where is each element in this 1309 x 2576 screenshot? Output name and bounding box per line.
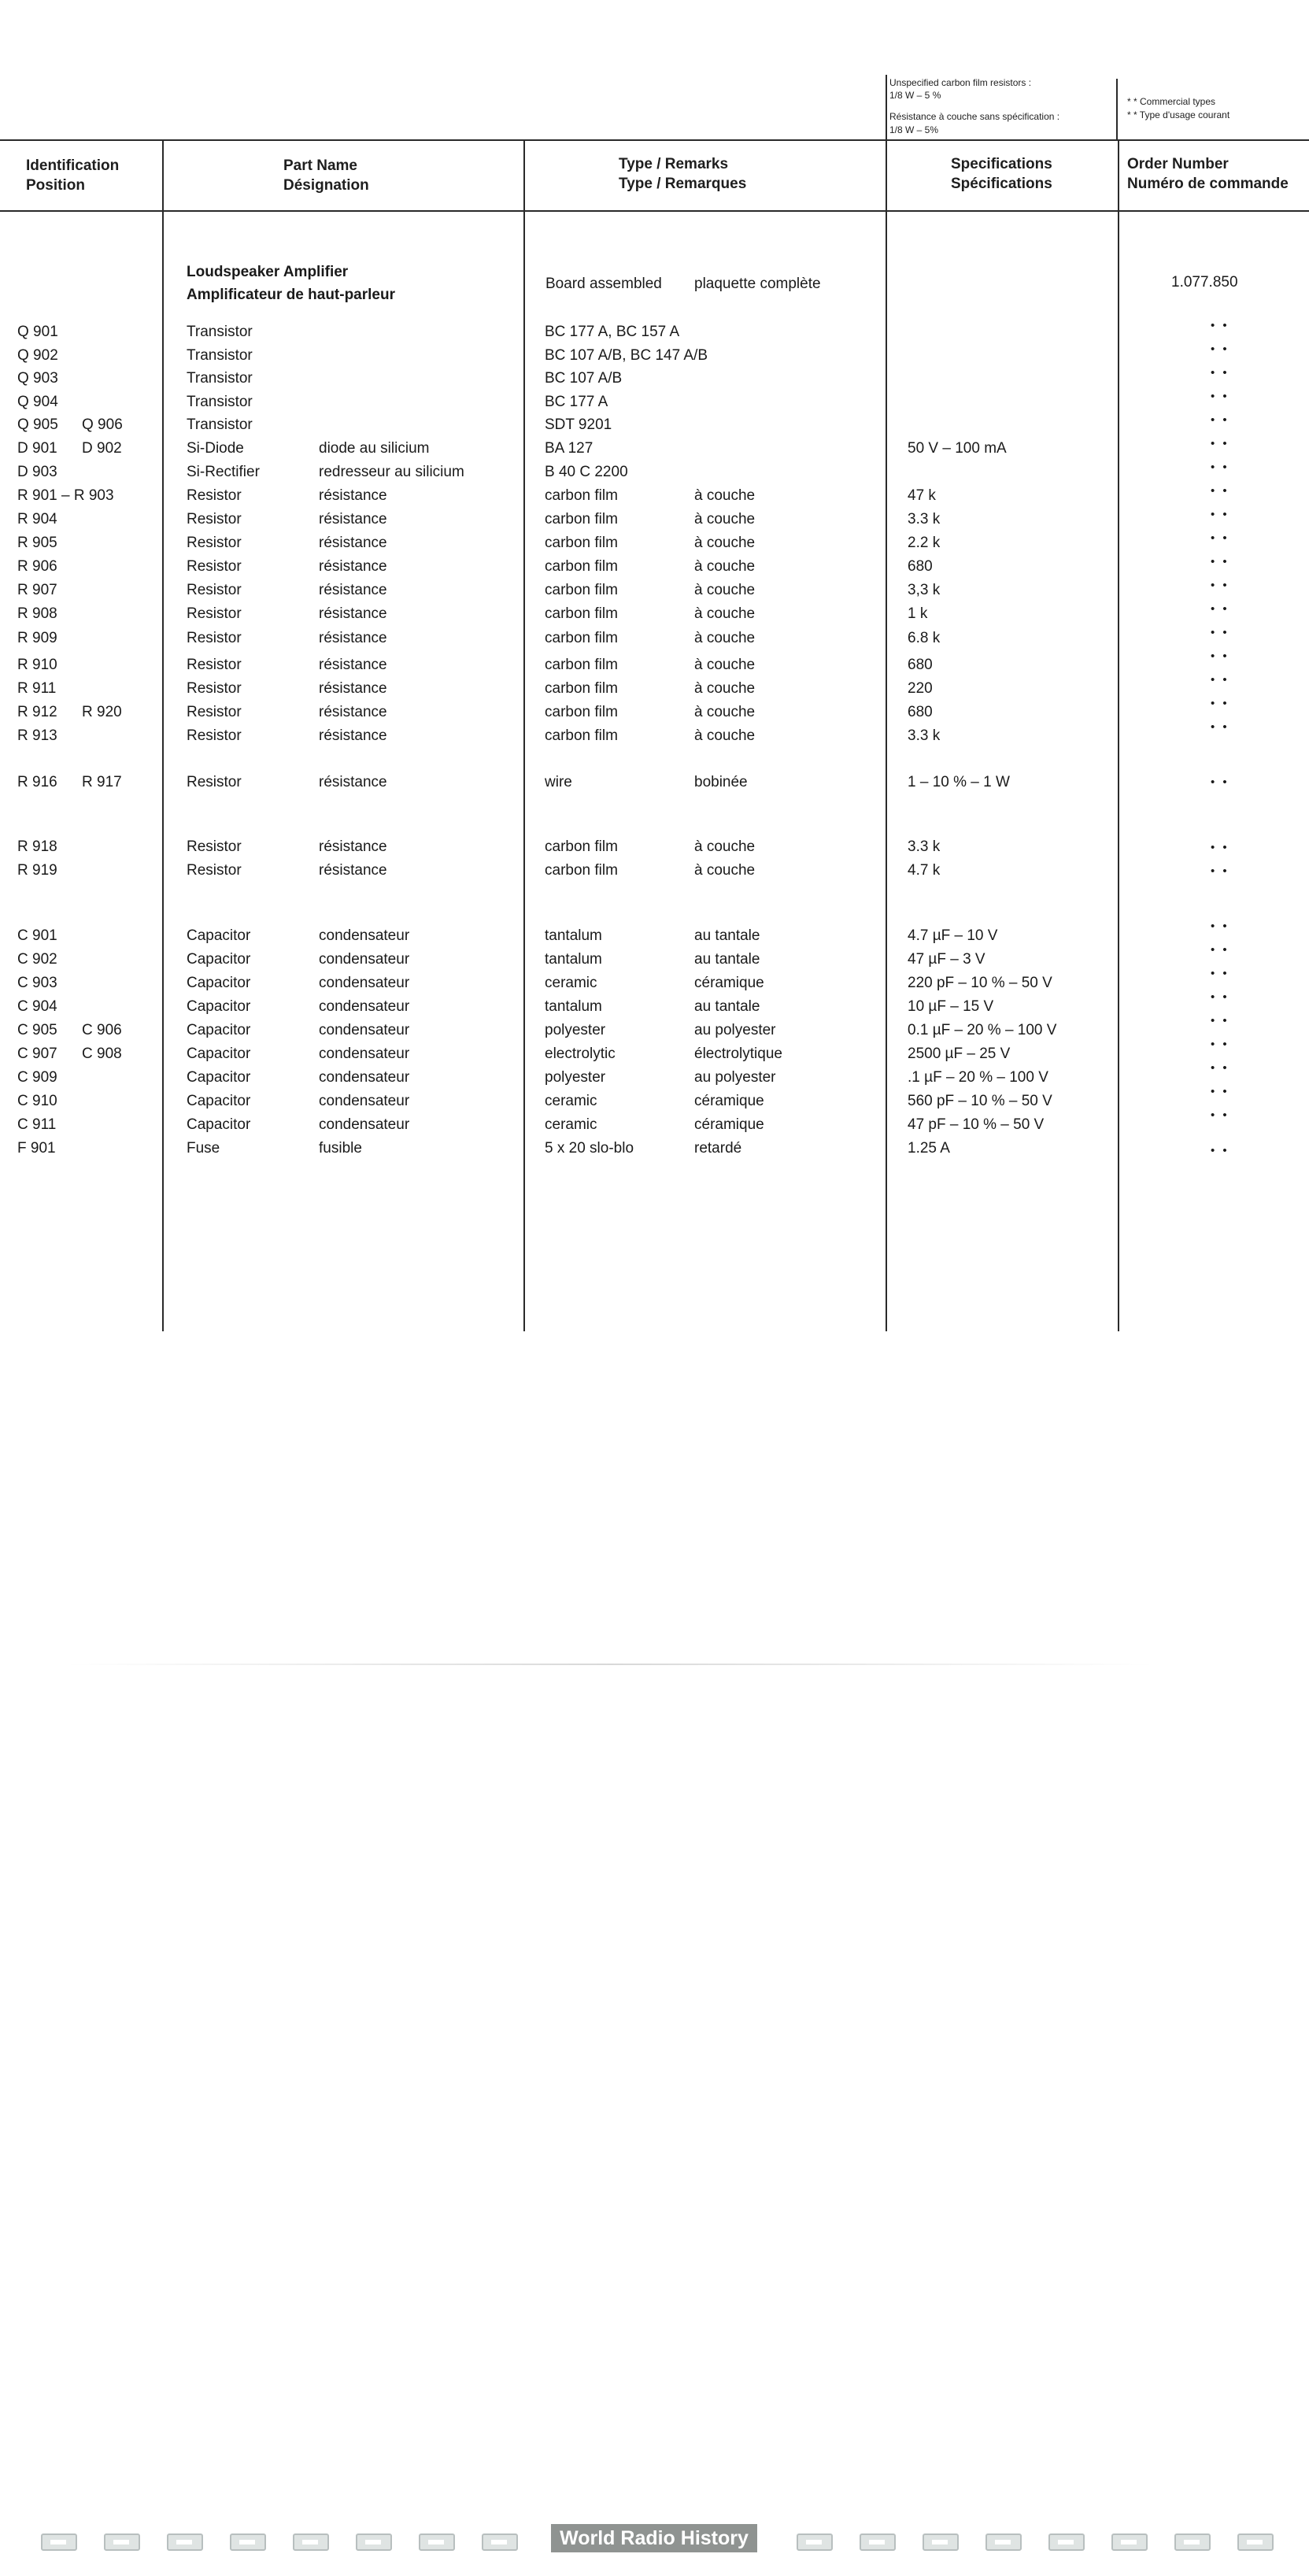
- row-id1: F 901: [17, 1140, 56, 1157]
- row-spec: 47 pF – 10 % – 50 V: [908, 1116, 1045, 1133]
- row-type: tantalum: [545, 927, 602, 944]
- row-name-fr: condensateur: [319, 1116, 410, 1133]
- row-order-commercial-mark: • •: [1211, 366, 1229, 379]
- row-type: tantalum: [545, 998, 602, 1015]
- row-type: carbon film: [545, 535, 618, 551]
- carbon-note-fr-value: 1/8 W – 5%: [889, 124, 939, 135]
- row-id2: C 908: [82, 1046, 122, 1062]
- header-position: Position: [26, 177, 85, 194]
- row-type-fr: à couche: [694, 680, 756, 697]
- row-type: polyester: [545, 1022, 606, 1038]
- row-name-fr: résistance: [319, 558, 387, 575]
- row-name-en: Si-Diode: [187, 440, 244, 457]
- row-spec: 220: [908, 680, 933, 697]
- row-spec: 50 V – 100 mA: [908, 440, 1007, 457]
- row-name-fr: condensateur: [319, 951, 410, 968]
- row-order-commercial-mark: • •: [1211, 1108, 1229, 1122]
- row-spec: 6.8 k: [908, 630, 941, 646]
- row-name-en: Transistor: [187, 416, 253, 433]
- row-id1: Q 903: [17, 370, 58, 387]
- row-type: BC 177 A: [545, 394, 608, 410]
- edge-mark: [104, 2533, 140, 2551]
- row-name-en: Resistor: [187, 838, 242, 855]
- row-id1: Q 902: [17, 347, 58, 364]
- header-top-rule: [0, 139, 1309, 141]
- edge-mark: [923, 2533, 959, 2551]
- row-name-fr: résistance: [319, 680, 387, 697]
- row-type-fr: céramique: [694, 1093, 764, 1109]
- row-type: 5 x 20 slo-blo: [545, 1140, 634, 1157]
- row-order-commercial-mark: • •: [1211, 342, 1229, 356]
- row-name-en: Capacitor: [187, 975, 251, 991]
- row-name-fr: condensateur: [319, 1093, 410, 1109]
- row-name-fr: résistance: [319, 487, 387, 504]
- row-type: carbon film: [545, 862, 618, 879]
- row-type: carbon film: [545, 704, 618, 720]
- row-name-fr: résistance: [319, 727, 387, 744]
- row-spec: 3.3 k: [908, 838, 941, 855]
- row-spec: 47 k: [908, 487, 936, 504]
- row-id1: R 906: [17, 558, 57, 575]
- row-id1: R 904: [17, 511, 57, 527]
- row-id1: D 901: [17, 440, 57, 457]
- row-spec: 2500 µF – 25 V: [908, 1046, 1011, 1062]
- row-name-en: Capacitor: [187, 1046, 251, 1062]
- row-type: ceramic: [545, 1116, 597, 1133]
- header-specifications: Specifications: [951, 156, 1052, 172]
- header-type-remarques: Type / Remarques: [619, 176, 747, 192]
- row-id1: R 909: [17, 630, 57, 646]
- carbon-note-fr: Résistance à couche sans spécification :: [889, 111, 1060, 122]
- row-name-en: Resistor: [187, 862, 242, 879]
- row-name-en: Fuse: [187, 1140, 220, 1157]
- row-order-commercial-mark: • •: [1211, 531, 1229, 545]
- row-name-fr: diode au silicium: [319, 440, 430, 457]
- row-name-en: Resistor: [187, 657, 242, 673]
- edge-mark: [860, 2533, 896, 2551]
- note-divider-2: [1116, 79, 1118, 139]
- carbon-note-en-value: 1/8 W – 5 %: [889, 90, 941, 101]
- row-id1: R 910: [17, 657, 57, 673]
- row-type: BC 107 A/B, BC 147 A/B: [545, 347, 708, 364]
- row-id1: Q 901: [17, 324, 58, 340]
- row-type-fr: à couche: [694, 535, 756, 551]
- row-type-fr: céramique: [694, 975, 764, 991]
- assembly-order-number: 1.077.850: [1171, 274, 1238, 291]
- row-spec: 3.3 k: [908, 511, 941, 527]
- row-name-en: Transistor: [187, 394, 253, 410]
- row-order-commercial-mark: • •: [1211, 579, 1229, 592]
- column-rule-2: [523, 139, 525, 1331]
- row-name-en: Capacitor: [187, 951, 251, 968]
- row-type-fr: bobinée: [694, 774, 748, 790]
- assembly-name-en: Loudspeaker Amplifier: [187, 264, 349, 280]
- row-name-en: Transistor: [187, 324, 253, 340]
- row-name-fr: résistance: [319, 862, 387, 879]
- row-spec: 1 – 10 % – 1 W: [908, 774, 1010, 790]
- row-type: carbon film: [545, 680, 618, 697]
- row-id2: R 917: [82, 774, 122, 790]
- edge-mark: [230, 2533, 266, 2551]
- row-type-fr: à couche: [694, 727, 756, 744]
- row-name-fr: condensateur: [319, 927, 410, 944]
- row-spec: 680: [908, 657, 933, 673]
- row-id1: Q 904: [17, 394, 58, 410]
- row-name-en: Resistor: [187, 727, 242, 744]
- row-type: SDT 9201: [545, 416, 612, 433]
- row-id1: C 902: [17, 951, 57, 968]
- row-spec: 4.7 µF – 10 V: [908, 927, 998, 944]
- row-id1: C 904: [17, 998, 57, 1015]
- row-type-fr: à couche: [694, 862, 756, 879]
- row-spec: 680: [908, 704, 933, 720]
- row-id1: R 907: [17, 582, 57, 598]
- header-identification: Identification: [26, 157, 120, 174]
- row-id1: R 916: [17, 774, 57, 790]
- row-id1: R 913: [17, 727, 57, 744]
- row-spec: 560 pF – 10 % – 50 V: [908, 1093, 1052, 1109]
- row-type-fr: céramique: [694, 1116, 764, 1133]
- row-id1: R 918: [17, 838, 57, 855]
- edge-mark: [419, 2533, 455, 2551]
- row-spec: 4.7 k: [908, 862, 941, 879]
- row-order-commercial-mark: • •: [1211, 1144, 1229, 1157]
- scan-artifact-strip: [67, 1664, 1153, 1665]
- row-type-fr: électrolytique: [694, 1046, 782, 1062]
- row-type-fr: à couche: [694, 838, 756, 855]
- row-id1: C 910: [17, 1093, 57, 1109]
- edge-mark: [1237, 2533, 1274, 2551]
- row-type-fr: à couche: [694, 630, 756, 646]
- row-name-fr: résistance: [319, 582, 387, 598]
- header-bottom-rule: [0, 210, 1309, 212]
- row-type: tantalum: [545, 951, 602, 968]
- row-name-en: Capacitor: [187, 1116, 251, 1133]
- row-type: ceramic: [545, 1093, 597, 1109]
- row-name-en: Capacitor: [187, 1022, 251, 1038]
- row-name-fr: résistance: [319, 511, 387, 527]
- row-order-commercial-mark: • •: [1211, 555, 1229, 568]
- row-type: BA 127: [545, 440, 593, 457]
- column-rule-3: [886, 139, 887, 1331]
- header-specifications-fr: Spécifications: [951, 176, 1052, 192]
- header-type-remarks: Type / Remarks: [619, 156, 729, 172]
- row-order-commercial-mark: • •: [1211, 864, 1229, 878]
- row-type: B 40 C 2200: [545, 464, 628, 480]
- row-order-commercial-mark: • •: [1211, 319, 1229, 332]
- header-numero-commande: Numéro de commande: [1127, 176, 1289, 192]
- row-type: carbon film: [545, 630, 618, 646]
- row-name-en: Resistor: [187, 511, 242, 527]
- row-type: wire: [545, 774, 572, 790]
- row-name-fr: condensateur: [319, 998, 410, 1015]
- row-order-commercial-mark: • •: [1211, 602, 1229, 616]
- row-id1: C 903: [17, 975, 57, 991]
- row-id1: R 919: [17, 862, 57, 879]
- assembly-type-fr: plaquette complète: [694, 276, 821, 292]
- row-id1: C 901: [17, 927, 57, 944]
- row-type-fr: au tantale: [694, 951, 760, 968]
- row-name-en: Resistor: [187, 630, 242, 646]
- row-name-en: Resistor: [187, 605, 242, 622]
- row-type-fr: retardé: [694, 1140, 742, 1157]
- column-rule-4: [1118, 139, 1119, 1331]
- column-rule-1: [162, 139, 164, 1331]
- row-spec: 3.3 k: [908, 727, 941, 744]
- row-name-en: Resistor: [187, 774, 242, 790]
- edge-mark: [356, 2533, 392, 2551]
- row-id1: C 905: [17, 1022, 57, 1038]
- row-order-commercial-mark: • •: [1211, 673, 1229, 687]
- row-id1: D 903: [17, 464, 57, 480]
- edge-mark: [985, 2533, 1022, 2551]
- row-name-fr: résistance: [319, 657, 387, 673]
- row-type: carbon film: [545, 487, 618, 504]
- row-type-fr: au tantale: [694, 927, 760, 944]
- row-order-commercial-mark: • •: [1211, 390, 1229, 403]
- row-type-fr: au tantale: [694, 998, 760, 1015]
- row-type: carbon film: [545, 838, 618, 855]
- assembly-type-en: Board assembled: [545, 276, 662, 292]
- row-type: polyester: [545, 1069, 606, 1086]
- row-order-commercial-mark: • •: [1211, 626, 1229, 639]
- row-order-commercial-mark: • •: [1211, 461, 1229, 474]
- row-order-commercial-mark: • •: [1211, 943, 1229, 957]
- row-type-fr: à couche: [694, 605, 756, 622]
- row-type: carbon film: [545, 605, 618, 622]
- header-order-number: Order Number: [1127, 156, 1229, 172]
- edge-mark: [482, 2533, 518, 2551]
- row-type: BC 107 A/B: [545, 370, 623, 387]
- row-type-fr: à couche: [694, 511, 756, 527]
- row-id2: D 902: [82, 440, 122, 457]
- row-name-fr: résistance: [319, 774, 387, 790]
- row-id2: C 906: [82, 1022, 122, 1038]
- row-type-fr: à couche: [694, 704, 756, 720]
- row-type: BC 177 A, BC 157 A: [545, 324, 680, 340]
- edge-mark: [293, 2533, 329, 2551]
- row-order-commercial-mark: • •: [1211, 720, 1229, 734]
- row-name-en: Transistor: [187, 347, 253, 364]
- row-name-en: Resistor: [187, 558, 242, 575]
- row-name-en: Resistor: [187, 487, 242, 504]
- assembly-name-fr: Amplificateur de haut-parleur: [187, 287, 395, 303]
- row-id1: C 909: [17, 1069, 57, 1086]
- row-name-en: Capacitor: [187, 998, 251, 1015]
- row-spec: 1 k: [908, 605, 928, 622]
- row-order-commercial-mark: • •: [1211, 775, 1229, 789]
- row-type: carbon film: [545, 727, 618, 744]
- row-id1: C 911: [17, 1116, 57, 1133]
- row-type-fr: au polyester: [694, 1022, 776, 1038]
- row-type: electrolytic: [545, 1046, 616, 1062]
- row-spec: 10 µF – 15 V: [908, 998, 994, 1015]
- row-name-en: Capacitor: [187, 927, 251, 944]
- row-id1: Q 905: [17, 416, 58, 433]
- row-id1: R 905: [17, 535, 57, 551]
- row-name-en: Capacitor: [187, 1093, 251, 1109]
- row-type-fr: au polyester: [694, 1069, 776, 1086]
- row-name-fr: condensateur: [319, 1069, 410, 1086]
- carbon-note-en: Unspecified carbon film resistors :: [889, 77, 1032, 88]
- edge-mark: [1174, 2533, 1211, 2551]
- row-type-fr: à couche: [694, 558, 756, 575]
- edge-mark: [41, 2533, 77, 2551]
- row-id2: R 920: [82, 704, 122, 720]
- row-order-commercial-mark: • •: [1211, 413, 1229, 427]
- row-spec: 47 µF – 3 V: [908, 951, 985, 968]
- row-id1: R 911: [17, 680, 57, 697]
- row-spec: .1 µF – 20 % – 100 V: [908, 1069, 1048, 1086]
- row-name-fr: résistance: [319, 535, 387, 551]
- row-order-commercial-mark: • •: [1211, 697, 1229, 710]
- row-order-commercial-mark: • •: [1211, 1038, 1229, 1051]
- watermark-logo: World Radio History: [551, 2524, 757, 2552]
- row-order-commercial-mark: • •: [1211, 508, 1229, 521]
- row-type-fr: à couche: [694, 487, 756, 504]
- row-order-commercial-mark: • •: [1211, 650, 1229, 663]
- header-designation: Désignation: [283, 177, 369, 194]
- edge-mark: [1048, 2533, 1085, 2551]
- row-order-commercial-mark: • •: [1211, 484, 1229, 498]
- row-name-fr: résistance: [319, 704, 387, 720]
- row-order-commercial-mark: • •: [1211, 920, 1229, 933]
- row-spec: 0.1 µF – 20 % – 100 V: [908, 1022, 1057, 1038]
- row-type: carbon film: [545, 558, 618, 575]
- note-divider: [886, 75, 887, 139]
- row-name-en: Si-Rectifier: [187, 464, 260, 480]
- row-name-fr: condensateur: [319, 1046, 410, 1062]
- row-name-fr: condensateur: [319, 975, 410, 991]
- row-order-commercial-mark: • •: [1211, 990, 1229, 1004]
- row-type: ceramic: [545, 975, 597, 991]
- row-name-en: Capacitor: [187, 1069, 251, 1086]
- row-name-fr: condensateur: [319, 1022, 410, 1038]
- row-name-fr: redresseur au silicium: [319, 464, 464, 480]
- row-name-fr: résistance: [319, 838, 387, 855]
- row-order-commercial-mark: • •: [1211, 967, 1229, 980]
- row-name-en: Resistor: [187, 704, 242, 720]
- row-spec: 3,3 k: [908, 582, 941, 598]
- row-name-en: Resistor: [187, 535, 242, 551]
- row-name-en: Resistor: [187, 680, 242, 697]
- row-order-commercial-mark: • •: [1211, 1014, 1229, 1027]
- commercial-note-fr: * * Type d'usage courant: [1127, 109, 1230, 120]
- row-spec: 680: [908, 558, 933, 575]
- row-spec: 220 pF – 10 % – 50 V: [908, 975, 1052, 991]
- row-id1: R 908: [17, 605, 57, 622]
- commercial-note-en: * * Commercial types: [1127, 96, 1216, 107]
- row-type-fr: à couche: [694, 582, 756, 598]
- row-name-en: Resistor: [187, 582, 242, 598]
- row-order-commercial-mark: • •: [1211, 1085, 1229, 1098]
- row-name-fr: résistance: [319, 630, 387, 646]
- row-order-commercial-mark: • •: [1211, 841, 1229, 854]
- row-id1: R 912: [17, 704, 57, 720]
- row-id2: Q 906: [82, 416, 123, 433]
- row-id1: R 901 – R 903: [17, 487, 114, 504]
- edge-mark: [1111, 2533, 1148, 2551]
- edge-mark: [797, 2533, 833, 2551]
- edge-mark: [167, 2533, 203, 2551]
- row-order-commercial-mark: • •: [1211, 437, 1229, 450]
- row-spec: 2.2 k: [908, 535, 941, 551]
- row-name-en: Transistor: [187, 370, 253, 387]
- row-type: carbon film: [545, 511, 618, 527]
- row-order-commercial-mark: • •: [1211, 1061, 1229, 1075]
- row-name-fr: fusible: [319, 1140, 362, 1157]
- row-type-fr: à couche: [694, 657, 756, 673]
- header-part-name: Part Name: [283, 157, 357, 174]
- row-type: carbon film: [545, 582, 618, 598]
- row-type: carbon film: [545, 657, 618, 673]
- row-spec: 1.25 A: [908, 1140, 950, 1157]
- row-name-fr: résistance: [319, 605, 387, 622]
- row-id1: C 907: [17, 1046, 57, 1062]
